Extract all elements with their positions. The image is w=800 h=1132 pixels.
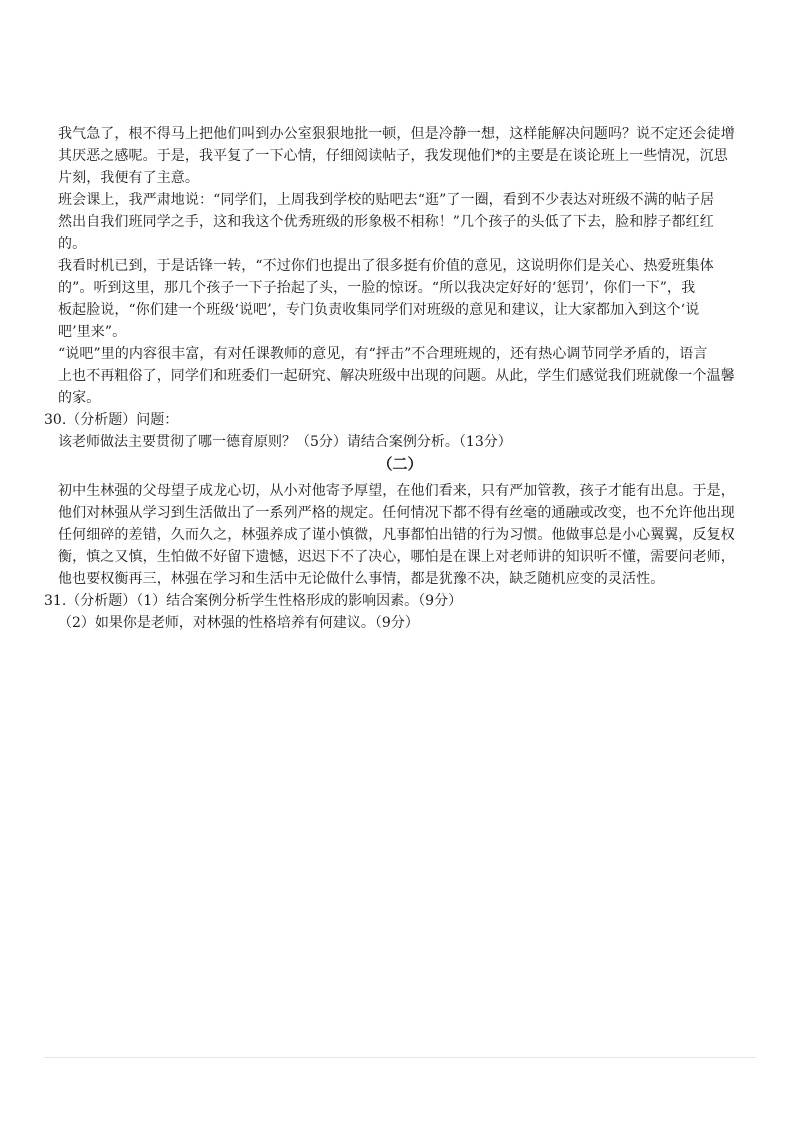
text-line: “说吧”里的内容很丰富，有对任课教师的意见，有“抨击”不合理班规的，还有热心调节同学矛盾的，语言 (58, 346, 708, 362)
text-line: 任何细碎的差错，久而久之，林强养成了谨小慎微，凡事都怕出错的行为习惯。他做事总是小心翼翼，反复权 (58, 527, 735, 543)
case1-paragraph-1 (58, 123, 748, 189)
text-line: 的家。 (58, 390, 101, 406)
text-line: 我看时机已到，于是话锋一转，“不过你们也提出了很多挺有价值的意见，这说明你们是关心、热爱班集体 (58, 258, 714, 274)
footer-divider (44, 1057, 756, 1058)
text-line: 上也不再粗俗了，同学们和班委们一起研究、解决班级中出现的问题。从此，学生们感觉我们班就像一个温馨 (58, 368, 735, 384)
text-line: 的”。听到这里，那几个孩子一下子抬起了头，一脸的惊讶。“所以我决定好好的‘惩罚’，你们一下”，我 (58, 280, 696, 296)
question-31-part-2: （2）如果你是老师，对林强的性格培养有何建议。（9分） (58, 615, 419, 631)
text-line: 衡，慎之又慎，生怕做不好留下遗憾，迟迟下不了决心，哪怕是在课上对老师讲的知识听不懂，需要问老师， (58, 549, 735, 565)
case1-paragraph-4 (58, 343, 748, 409)
text-line: 初中生林强的父母望子成龙心切，从小对他寄予厚望，在他们看来，只有严加管教，孩子才能有出息。于是， (58, 483, 735, 499)
text-line: 我气急了，根不得马上把他们叫到办公室狠狠地批一顿，但是冷静一想，这样能解决问题吗？说不定还会徒增 (58, 126, 735, 142)
text-line: 其厌恶之感呢。于是，我平复了一下心情，仔细阅读帖子，我发现他们*的主要是在谈论班上一些情况，沉思 (58, 148, 728, 164)
text-line: 吧’里来”。 (58, 324, 127, 340)
question-31 (44, 590, 754, 634)
text-line: 他们对林强从学习到生活做出了一系列严格的规定。任何情况下都不得有丝毫的通融或改变，也不允许他出现 (58, 505, 735, 521)
question-30 (44, 409, 754, 453)
text-line: 片刻，我便有了主意。 (58, 170, 199, 186)
text-line: 板起脸说，“你们建一个班级‘说吧’，专门负责收集同学们对班级的意见和建议，让大家都加入到这个‘说 (58, 302, 700, 318)
text-line: 他也要权衡再三，林强在学习和生活中无论做什么事情，都是犹豫不决，缺乏随机应变的灵活性。 (58, 571, 665, 587)
text-line: 然出自我们班同学之手，这和我这个优秀班级的形象极不相称！”几个孩子的头低了下去，脸和脖子都红红 (58, 214, 714, 230)
text-line: 的。 (58, 236, 87, 252)
case1-paragraph-3 (58, 255, 748, 343)
question-30-text: 该老师做法主要贯彻了哪一德育原则？（5分）请结合案例分析。（13分） (58, 434, 512, 450)
question-30-label: 30.（分析题）问题： (44, 412, 179, 428)
question-31-part-1: 31.（分析题）（1）结合案例分析学生性格形成的影响因素。（9分） (44, 593, 463, 609)
text-line: 班会课上，我严肃地说：“同学们，上周我到学校的贴吧去“逛”了一圈，看到不少表达对班级不满的帖子居 (58, 192, 715, 208)
case2-paragraph (58, 480, 748, 590)
case1-paragraph-2 (58, 189, 748, 255)
section-title: （二） (377, 455, 423, 473)
